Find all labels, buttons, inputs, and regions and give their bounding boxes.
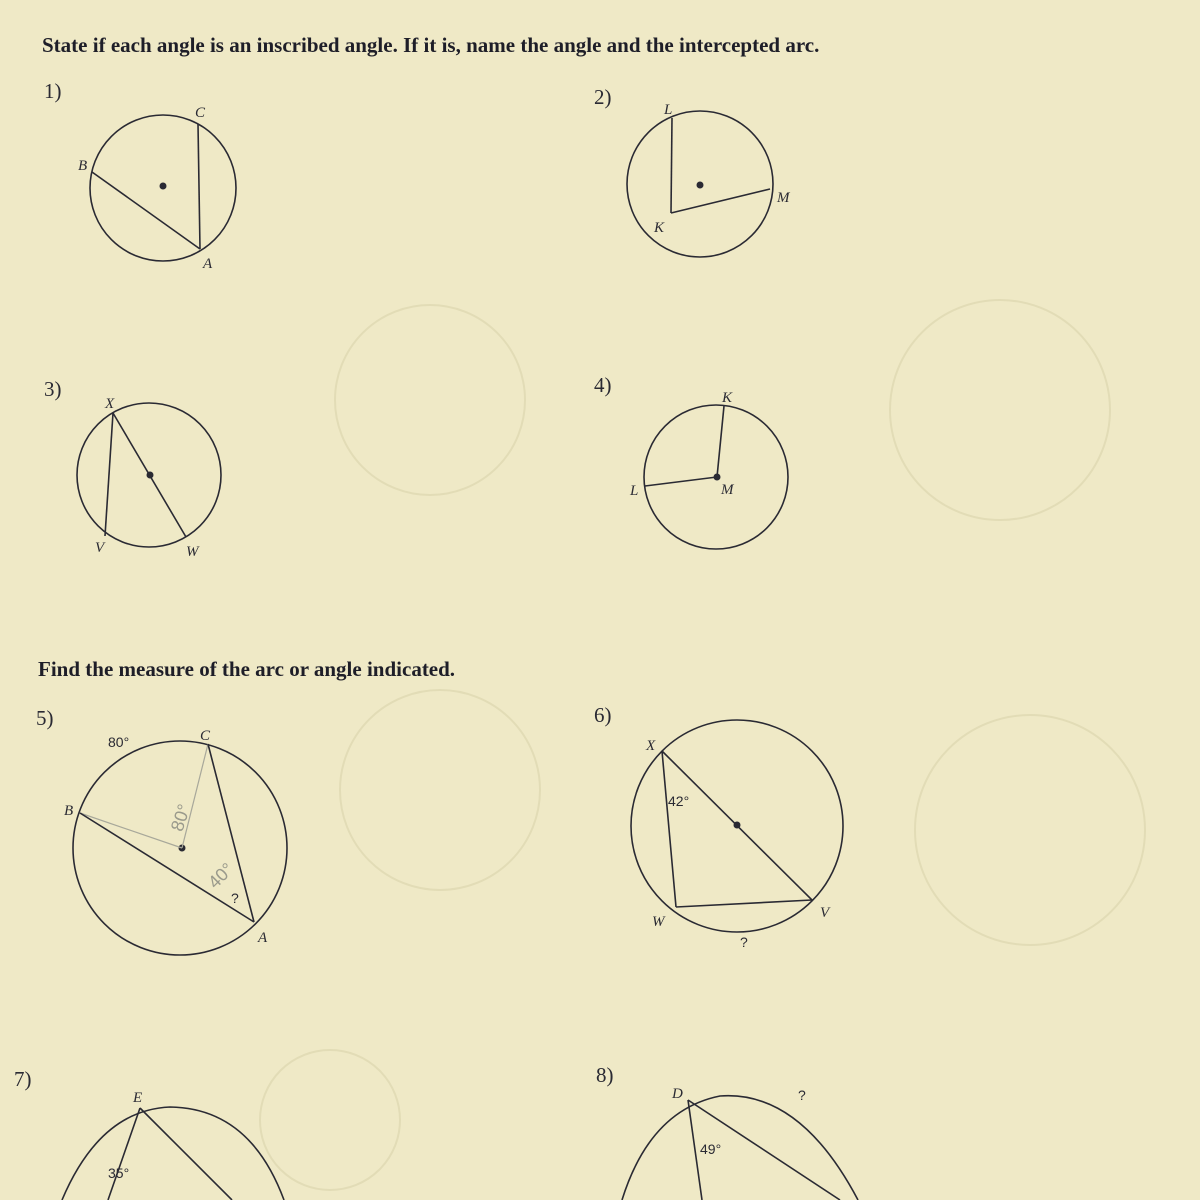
problem-3-diameter-XW xyxy=(113,413,186,537)
problem-6-chord-WV xyxy=(676,900,812,907)
problem-7-chord-left xyxy=(108,1108,140,1200)
problem-7-number: 7) xyxy=(14,1067,32,1091)
problem-1-label-A: A xyxy=(203,256,213,272)
problem-4-label-K: K xyxy=(722,390,733,406)
problem-2-center xyxy=(697,182,704,189)
problem-5-label-A: A xyxy=(258,930,268,946)
problem-7-circle-arc xyxy=(62,1107,284,1200)
problem-7-angle-label: 35° xyxy=(108,1165,130,1181)
problem-1-label-C: C xyxy=(195,105,206,121)
problem-2 xyxy=(594,85,791,257)
problem-2-segment-LK xyxy=(671,118,672,213)
problem-3-number: 3) xyxy=(44,377,62,401)
problem-6-angle-label: 42° xyxy=(668,793,690,809)
problem-6-label-X: X xyxy=(646,738,656,754)
problem-8-number: 8) xyxy=(596,1063,614,1087)
problem-4-number: 4) xyxy=(594,373,612,397)
problem-3-label-V: V xyxy=(95,540,105,556)
show-through-marks xyxy=(260,300,1145,1190)
problem-2-label-M: M xyxy=(777,190,790,206)
problem-1-center xyxy=(160,183,167,190)
problem-1-chord-BA xyxy=(92,172,200,249)
problem-8 xyxy=(596,1063,858,1200)
problem-5-label-B: B xyxy=(64,803,74,819)
problem-1-number: 1) xyxy=(44,79,62,103)
problem-5-label-C: C xyxy=(200,728,211,744)
problem-7 xyxy=(14,1067,284,1200)
problem-8-angle-label: 49° xyxy=(700,1141,722,1157)
problem-3 xyxy=(44,377,221,560)
problem-2-segment-KM xyxy=(671,189,770,213)
problem-2-number: 2) xyxy=(594,85,612,109)
problem-5-handwritten-arc: 80° xyxy=(166,801,195,834)
problem-3-label-W: W xyxy=(186,544,199,560)
problem-4-radius-ML xyxy=(645,477,717,486)
problem-4 xyxy=(594,373,788,549)
problem-7-label-E: E xyxy=(133,1090,143,1106)
problem-2-label-L: L xyxy=(664,102,673,118)
problem-8-circle-arc xyxy=(622,1096,858,1200)
problem-6 xyxy=(594,703,843,950)
problem-6-chord-XW xyxy=(662,751,676,907)
problem-5 xyxy=(36,706,287,955)
problem-6-label-W: W xyxy=(652,914,665,930)
problem-7-chord-right xyxy=(140,1108,232,1200)
problem-6-unknown: ? xyxy=(740,934,748,950)
problem-1-label-B: B xyxy=(78,158,88,174)
problem-4-label-M: M xyxy=(721,482,734,498)
problem-5-unknown: ? xyxy=(231,890,239,906)
problem-3-label-X: X xyxy=(105,396,115,412)
instruction-part1: State if each angle is an inscribed angle. If it is, name the angle and the intercepted arc. xyxy=(42,33,820,57)
problem-4-label-L: L xyxy=(630,483,639,499)
problem-6-diameter-XV xyxy=(662,751,812,900)
instruction-part2: Find the measure of the arc or angle indicated. xyxy=(38,657,456,681)
problem-5-arc-label: 80° xyxy=(108,734,130,750)
problem-2-label-K: K xyxy=(654,220,665,236)
problem-3-chord-XV xyxy=(105,413,113,536)
problem-1 xyxy=(44,79,236,272)
problem-6-label-V: V xyxy=(820,905,830,921)
problem-1-chord-CA xyxy=(198,124,200,249)
problem-6-number: 6) xyxy=(594,703,612,727)
problem-5-pencil-radius-B xyxy=(80,813,182,848)
problem-4-radius-MK xyxy=(717,406,724,477)
problem-5-number: 5) xyxy=(36,706,54,730)
problem-8-label-D: D xyxy=(672,1086,683,1102)
problem-8-unknown: ? xyxy=(798,1087,806,1103)
problem-5-handwritten-angle: 40° xyxy=(204,858,238,893)
